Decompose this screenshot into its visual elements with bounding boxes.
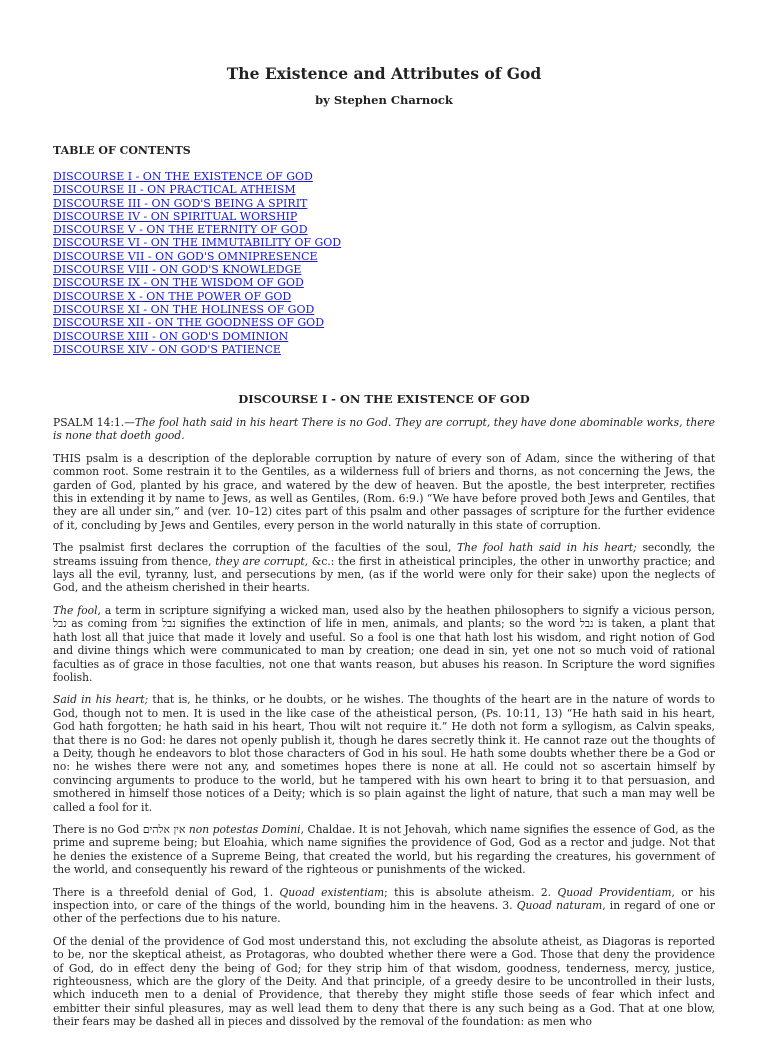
toc-link-discourse-11[interactable]: DISCOURSE XI - ON THE HOLINESS OF GOD (53, 302, 315, 316)
text-run-italic: The fool hath said in his heart; (457, 541, 637, 555)
toc-item (53, 236, 341, 249)
author-byline: by Stephen Charnock (315, 93, 453, 107)
toc-item (53, 330, 341, 343)
text-run: , &c.: the first in atheistical principles, the other in unworthy practice; and lays all the evil, tyranny, lust, and persecutions by men, (as if the world were only for their sake) upon the neglects of God, and the atheism cherished in their hearts. (53, 554, 715, 595)
paragraph-the-fool (53, 604, 715, 684)
text-run-italic: they are corrupt (215, 554, 305, 568)
scripture-verse (53, 416, 715, 443)
toc-item (53, 263, 341, 276)
toc-link-discourse-4[interactable]: DISCOURSE IV - ON SPIRITUAL WORSHIP (53, 209, 298, 223)
text-run: that is, he thinks, or he doubts, or he wishes. The thoughts of the heart are in the nature of words to God, though not to men. It is used in the like case of the atheistical person, (Ps. 10:11, 13) “He hath said in his heart, God hath forgotten; he hath said in his heart, Thou wilt not require it.” He doth not form a syllogism, as Calvin speaks, that there is no God: he dares not openly publish it, though he dares secretly think it. He cannot raze out the thoughts of a Deity, though he endeavors to blot those characters of God in his soul. He hath some doubts whether there be a God or no: he wishes there were not any, and sometimes hopes there is none at all. He could not so ascertain himself by convincing arguments to produce to the world, but he tampered with his own heart to bring it to that persuasion, and smothered in himself those notices of a Deity; which is so plain against the light of nature, that such a man may well be called a fool for it. (53, 693, 715, 814)
toc-link-discourse-3[interactable]: DISCOURSE III - ON GOD'S BEING A SPIRIT (53, 196, 308, 210)
toc-item (53, 197, 341, 210)
toc-item (53, 290, 341, 303)
toc-item (53, 276, 341, 289)
text-run-italic: non potestas Domini (188, 822, 301, 836)
text-run: , in regard of one or other of the perfections due to his nature. (53, 899, 715, 926)
toc-item (53, 223, 341, 236)
toc-link-discourse-10[interactable]: DISCOURSE X - ON THE POWER OF GOD (53, 289, 292, 303)
toc-item (53, 170, 341, 183)
paragraph-providence: Of the denial of the providence of God most understand this, not excluding the absolute atheist, as Diagoras is reported to be, nor the skeptical atheist, as Protagoras, who doubted whether there were a God. Those that deny the providence of God, do in effect deny the being of God; for they strip him of that wisdom, goodness, tenderness, mercy, justice, righteousness, which are the glory of the Deity. And that principle, of a greedy desire to be uncontrolled in their lusts, which induceth men to a denial of Providence, that thereby they might stifle those seeds of fear which infect and embitter their sinful pleasures, may as well lead them to deny that there is any such being as a God. That at one blow, their fears may be dashed all in pieces and dissolved by the removal of the foundation: as men who (53, 934, 715, 1029)
text-run: The psalmist first declares the corruption of the faculties of the soul, (53, 541, 458, 555)
toc-item (53, 183, 341, 196)
toc-link-discourse-9[interactable]: DISCOURSE IX - ON THE WISDOM OF GOD (53, 276, 304, 290)
toc-link-discourse-1[interactable]: DISCOURSE I - ON THE EXISTENCE OF GOD (53, 170, 313, 183)
text-run-italic: Quoad existentiam (279, 885, 385, 899)
text-run: , a term in scripture signifying a wicked man, used also by the heathen philosophers to signify a vicious person, נבל as coming from נבל signifies the extinction of life in men, animals, and plants; so the word נבל is taken, a plant that hath lost all that juice that made it lovely and useful. So a fool is one that hath lost his wisdom, and right notion of God and divine things which were communicated to man by creation; one dead in sin, yet one not so much void of rational faculties as of grace in those faculties, not one that wants reason, but abuses his reason. In Scripture the word signifies foolish. (53, 603, 715, 684)
text-run: There is a threefold denial of God, 1. (53, 885, 280, 899)
paragraph-no-god (53, 823, 715, 877)
toc-item (53, 250, 341, 263)
toc-link-discourse-12[interactable]: DISCOURSE XII - ON THE GOODNESS OF GOD (53, 316, 325, 330)
text-run: , or his inspection into, or care of the things of the world, bounding him in the heavens. 3. (53, 885, 715, 912)
toc-link-discourse-2[interactable]: DISCOURSE II - ON PRACTICAL ATHEISM (53, 183, 296, 197)
toc-item (53, 343, 341, 356)
text-run-italic: Quoad naturam (516, 899, 603, 912)
toc-link-discourse-5[interactable]: DISCOURSE V - ON THE ETERNITY OF GOD (53, 223, 308, 237)
toc-link-discourse-7[interactable]: DISCOURSE VII - ON GOD'S OMNIPRESENCE (53, 249, 318, 263)
toc-link-discourse-8[interactable]: DISCOURSE VIII - ON GOD'S KNOWLEDGE (53, 263, 302, 277)
toc-link-discourse-13[interactable]: DISCOURSE XIII - ON GOD'S DOMINION (53, 329, 289, 343)
toc-item (53, 316, 341, 329)
table-of-contents (53, 170, 341, 356)
text-run-italic: Said in his heart; (53, 693, 149, 707)
verse-text: The fool hath said in his heart There is no God. They are corrupt, they have done abominable works, there is none that doeth good. (53, 416, 715, 443)
text-run: , Chaldae. It is not Jehovah, which name signifies the essence of God, as the prime and supreme being; but Eloahia, which name signifies the providence of God, God as a rector and judge. Not that he denies the existence of a Supreme Being, that created the world, but his regarding the creatures, his government of the world, and consequently his reward of the righteous or punishments of the wicked. (53, 822, 715, 877)
discourse-body (53, 416, 715, 1038)
toc-link-discourse-14[interactable]: DISCOURSE XIV - ON GOD'S PATIENCE (53, 342, 281, 356)
discourse-heading: DISCOURSE I - ON THE EXISTENCE OF GOD (238, 392, 530, 406)
paragraph-psalmist (53, 541, 715, 595)
text-run-italic: The fool (53, 603, 98, 617)
text-run: ; this is absolute atheism. 2. (384, 885, 558, 899)
paragraph-threefold-denial (53, 886, 715, 926)
verse-reference: PSALM 14:1.— (53, 416, 135, 429)
toc-heading: TABLE OF CONTENTS (53, 144, 191, 157)
toc-item (53, 210, 341, 223)
text-run: secondly, the streams issuing from thence, (53, 541, 715, 568)
text-run: There is no God אין אלהים (53, 822, 189, 836)
paragraph-said-in-heart (53, 693, 715, 814)
text-run-italic: Quoad Providentiam (557, 885, 672, 899)
toc-link-discourse-6[interactable]: DISCOURSE VI - ON THE IMMUTABILITY OF GOD (53, 236, 342, 250)
document-title: The Existence and Attributes of God (226, 64, 542, 83)
paragraph-intro: THIS psalm is a description of the deplorable corruption by nature of every son of Adam, since the withering of that common root. Some restrain it to the Gentiles, as a wilderness full of briers and thorns, as not concerning the Jews, the garden of God, planted by his grace, and watered by the dew of heaven. But the apostle, the best interpreter, rectifies this in extending it by name to Jews, as well as Gentiles, (Rom. 6:9.) “We have before proved both Jews and Gentiles, that they are all under sin,” and (ver. 10–12) cites part of this psalm and other passages of scripture for the further evidence of it, concluding by Jews and Gentiles, every person in the world naturally in this state of corruption. (53, 451, 715, 532)
toc-item (53, 303, 341, 316)
